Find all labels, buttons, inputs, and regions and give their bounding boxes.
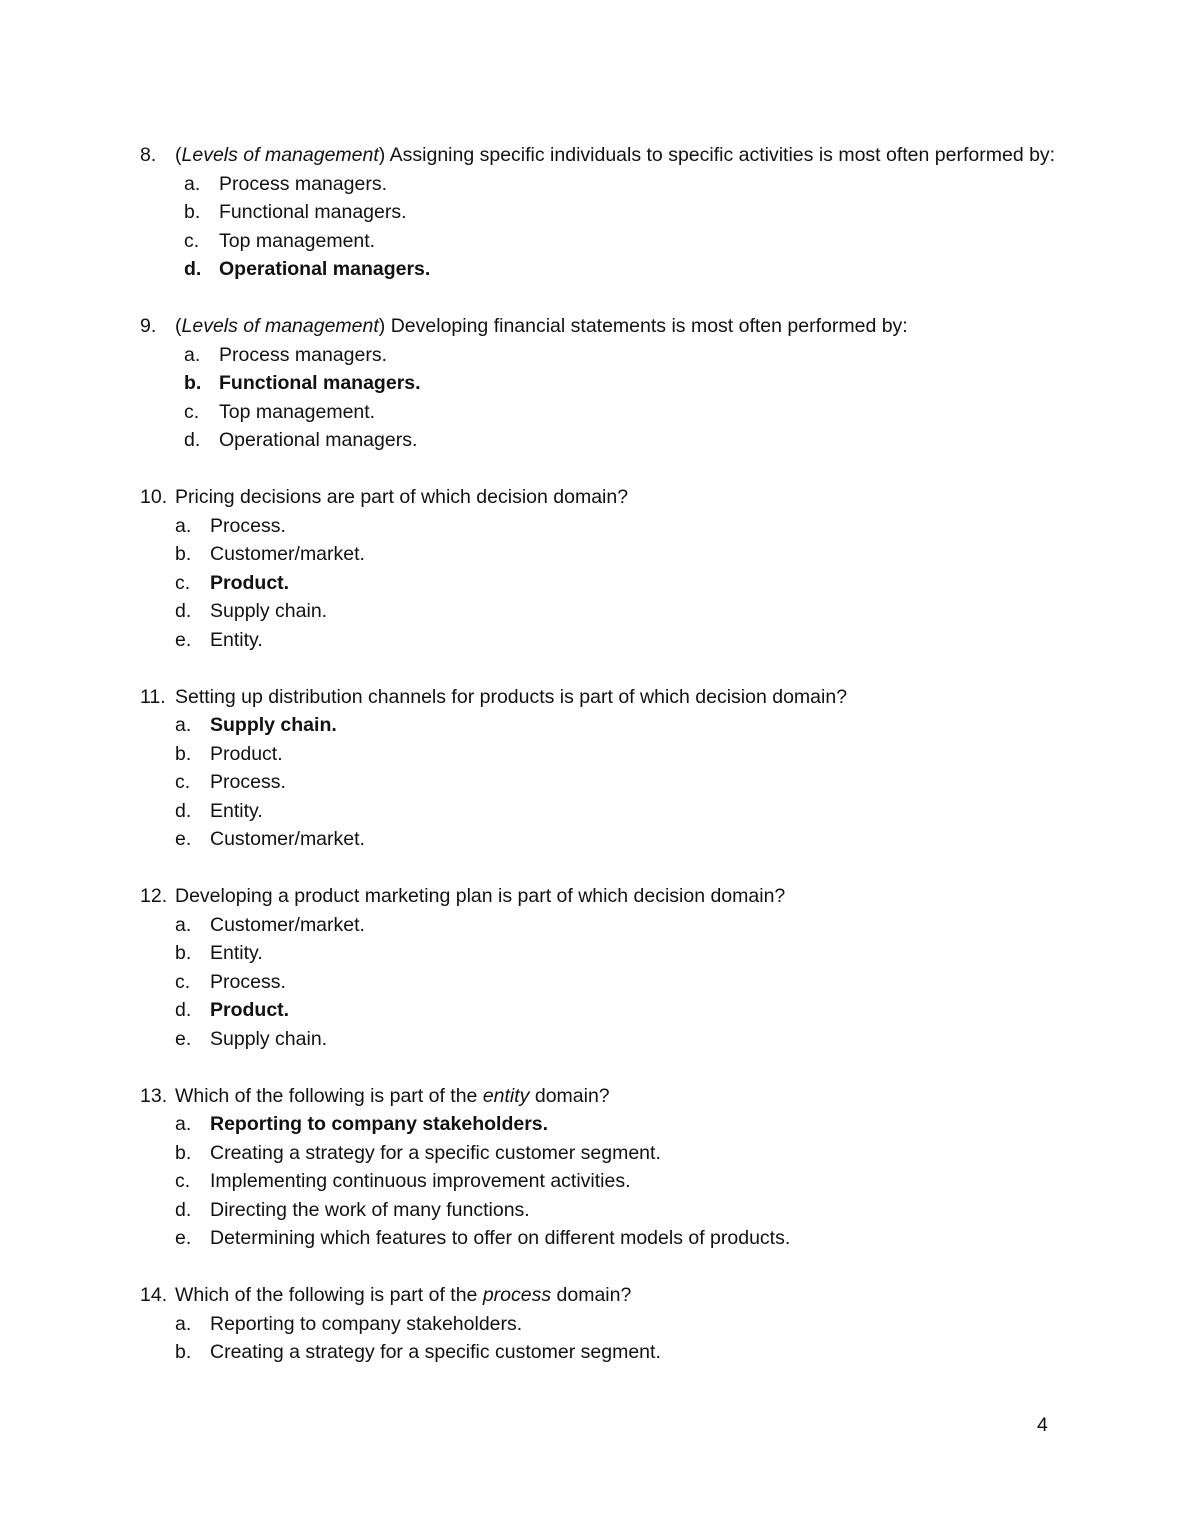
option-text: Implementing continuous improvement activities. [210, 1170, 631, 1192]
question-number: 13. [140, 1084, 168, 1107]
option-letter: e. [175, 1027, 192, 1050]
answer-option [140, 939, 1080, 968]
stem-text: Which of the following is part of the [175, 1084, 483, 1107]
option-letter: a. [184, 343, 201, 366]
option-text: Functional managers. [219, 201, 407, 223]
answer-option [140, 512, 1080, 541]
answer-option [140, 1310, 1080, 1339]
option-text: Process. [210, 970, 286, 993]
option-letter: a. [175, 1113, 192, 1135]
question-number: 8. [140, 144, 157, 166]
stem-text: Pricing decisions are part of which decision domain? [175, 486, 629, 508]
answer-option [140, 398, 1080, 427]
option-letter: a. [175, 1312, 192, 1335]
question-stem [140, 312, 1080, 341]
stem-text: process [482, 1284, 552, 1306]
answer-option [140, 825, 1080, 854]
option-letter: d. [175, 999, 192, 1021]
option-text: Creating a strategy for a specific customer segment. [210, 1141, 661, 1164]
answer-options [140, 1310, 1080, 1367]
option-text: Supply chain. [210, 1027, 328, 1050]
answer-options [140, 711, 1080, 854]
option-letter: b. [175, 543, 192, 565]
option-text: Top management. [219, 229, 376, 252]
question-number: 14. [140, 1284, 168, 1306]
option-letter: b. [175, 1141, 192, 1164]
option-text: Entity. [210, 799, 263, 822]
option-letter: b. [175, 742, 192, 765]
option-text: Supply chain. [210, 714, 337, 736]
stem-text: Setting up distribution channels for products is part of which decision domain? [175, 685, 848, 708]
answer-options [140, 911, 1080, 1054]
option-text: Product. [210, 999, 290, 1021]
option-letter: e. [175, 1227, 192, 1249]
option-text: Directing the work of many functions. [210, 1198, 530, 1221]
option-text: Functional managers. [219, 372, 421, 394]
option-letter: c. [184, 229, 200, 252]
question-12 [140, 882, 1080, 1053]
answer-option [140, 540, 1080, 569]
option-letter: e. [175, 828, 192, 850]
answer-option [140, 1139, 1080, 1168]
answer-option [140, 1167, 1080, 1196]
option-letter: a. [175, 514, 192, 537]
option-letter: c. [175, 1170, 191, 1192]
answer-option [140, 740, 1080, 769]
option-text: Creating a strategy for a specific customer segment. [210, 1341, 661, 1363]
option-text: Operational managers. [219, 258, 431, 280]
question-list [140, 141, 1080, 1395]
question-8 [140, 141, 1080, 284]
question-11 [140, 683, 1080, 854]
stem-text: ) Developing financial statements is most often performed by: [378, 315, 908, 337]
answer-option [140, 170, 1080, 199]
option-letter: c. [175, 571, 191, 594]
option-text: Product. [210, 742, 283, 765]
answer-option [140, 911, 1080, 940]
option-letter: a. [175, 913, 192, 936]
option-text: Process managers. [219, 343, 387, 366]
question-stem [140, 683, 1080, 712]
answer-option [140, 597, 1080, 626]
answer-options [140, 170, 1080, 284]
option-letter: d. [175, 1198, 192, 1221]
answer-option [140, 341, 1080, 370]
option-text: Supply chain. [210, 600, 328, 622]
option-text: Reporting to company stakeholders. [210, 1312, 523, 1335]
stem-text: ( [175, 315, 182, 337]
answer-option [140, 1224, 1080, 1253]
answer-options [140, 1110, 1080, 1253]
stem-text: entity [482, 1084, 530, 1107]
question-10 [140, 483, 1080, 654]
option-text: Top management. [219, 400, 376, 423]
option-text: Entity. [210, 942, 263, 964]
stem-text: Levels of management [181, 144, 379, 166]
answer-option [140, 797, 1080, 826]
question-stem [140, 882, 1080, 911]
option-text: Product. [210, 571, 290, 594]
stem-text: Levels of management [181, 315, 379, 337]
option-text: Operational managers. [219, 429, 418, 451]
option-letter: b. [175, 942, 192, 964]
answer-option [140, 426, 1080, 455]
question-stem [140, 1281, 1080, 1310]
option-letter: c. [175, 771, 191, 793]
question-number: 10. [140, 486, 168, 508]
option-text: Determining which features to offer on different models of products. [210, 1227, 791, 1249]
option-text: Customer/market. [210, 913, 365, 936]
option-letter: a. [184, 172, 201, 195]
answer-option [140, 369, 1080, 398]
answer-options [140, 512, 1080, 655]
option-letter: d. [184, 258, 202, 280]
question-number: 11. [140, 685, 166, 708]
question-9 [140, 312, 1080, 455]
stem-text: Developing a product marketing plan is part of which decision domain? [175, 885, 786, 907]
answer-option [140, 569, 1080, 598]
option-letter: b. [175, 1341, 192, 1363]
option-text: Reporting to company stakeholders. [210, 1113, 549, 1135]
answer-option [140, 1025, 1080, 1054]
option-text: Customer/market. [210, 828, 365, 850]
option-text: Process. [210, 514, 286, 537]
question-14 [140, 1281, 1080, 1367]
answer-options [140, 341, 1080, 455]
answer-option [140, 255, 1080, 284]
option-letter: a. [175, 714, 192, 736]
answer-option [140, 968, 1080, 997]
answer-option [140, 1196, 1080, 1225]
question-number: 9. [140, 315, 157, 337]
option-letter: b. [184, 201, 201, 223]
question-stem [140, 1082, 1080, 1111]
option-text: Entity. [210, 628, 263, 651]
option-letter: c. [184, 400, 200, 423]
option-text: Process. [210, 771, 286, 793]
stem-text: Which of the following is part of the [175, 1284, 483, 1306]
answer-option [140, 996, 1080, 1025]
stem-text: domain? [529, 1084, 610, 1107]
answer-option [140, 1110, 1080, 1139]
option-letter: c. [175, 970, 191, 993]
stem-text: domain? [551, 1284, 632, 1306]
page-number: 4 [1037, 1414, 1048, 1436]
option-text: Customer/market. [210, 543, 365, 565]
option-letter: d. [184, 429, 201, 451]
option-text: Process managers. [219, 172, 387, 195]
answer-option [140, 626, 1080, 655]
question-13 [140, 1082, 1080, 1253]
answer-option [140, 198, 1080, 227]
question-stem [140, 483, 1080, 512]
question-number: 12. [140, 885, 168, 907]
answer-option [140, 711, 1080, 740]
answer-option [140, 227, 1080, 256]
answer-option [140, 768, 1080, 797]
option-letter: b. [184, 372, 202, 394]
answer-option [140, 1338, 1080, 1367]
option-letter: d. [175, 799, 192, 822]
question-stem [140, 141, 1080, 170]
stem-text: ) Assigning specific individuals to specific activities is most often performed by: [378, 144, 1056, 166]
stem-text: ( [175, 144, 182, 166]
option-letter: e. [175, 628, 192, 651]
option-letter: d. [175, 600, 192, 622]
